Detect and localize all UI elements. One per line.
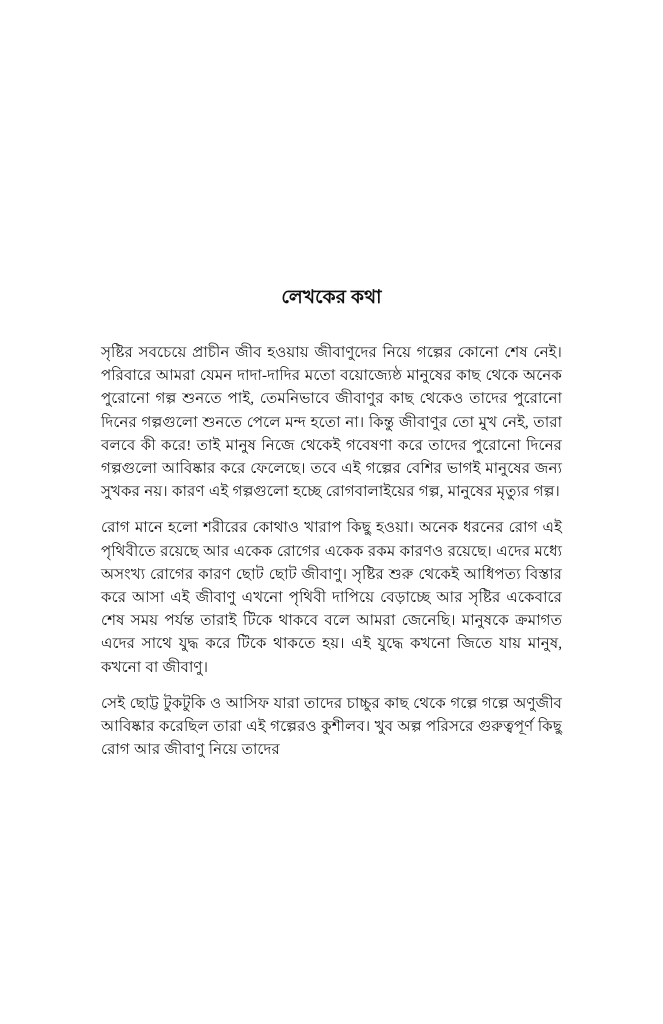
body-paragraph-3: সেই ছোট্ট টুকটুকি ও আসিফ যারা তাদের চাচ্চুর কাছ থেকে গল্পে গল্পে অণুজীব আবিষ্কার করেছিল তারা এই গল্পেরও কুশীলব। খুব অল্প পরিসরে গুরুত্বপূর্ণ কিছু রোগ আর জীবাণু নিয়ে তাদের — [101, 694, 562, 759]
page-content-block — [101, 286, 562, 761]
body-paragraph-2: রোগ মানে হলো শরীরের কোথাও খারাপ কিছু হওয়া। অনেক ধরনের রোগ এই পৃথিবীতে রয়েছে আর একেক রোগের একেক রকম কারণও রয়েছে। এদের মধ্যে অসংখ্য রোগের কারণ ছোট ছোট জীবাণু। সৃষ্টির শুরু থেকেই আধিপত্য বিস্তার করে আসা এই জীবাণু এখনো পৃথিবী দাপিয়ে বেড়াচ্ছে আর সৃষ্টির একেবারে শেষ সময় পর্যন্ত তারাই টিকে থাকবে বলে আমরা জেনেছি। মানুষকে ক্রমাগত এদের সাথে যুদ্ধ করে টিকে থাকতে হয়। এই যুদ্ধে কখনো জিতে যায় মানুষ, কখনো বা জীবাণু। — [101, 519, 562, 676]
body-paragraph-1: সৃষ্টির সবচেয়ে প্রাচীন জীব হওয়ায় জীবাণুদের নিয়ে গল্পের কোনো শেষ নেই। পরিবারে আমরা যেমন দাদা-দাদির মতো বয়োজ্যেষ্ঠ মানুষের কাছ থেকে অনেক পুরোনো গল্প শুনতে পাই, তেমনিভাবে জীবাণুর কাছ থেকেও তাদের পুরোনো দিনের গল্পগুলো শুনতে পেলে মন্দ হতো না। কিন্তু জীবাণুর তো মুখ নেই, তারা বলবে কী করে! তাই মানুষ নিজে থেকেই গবেষণা করে তাদের পুরোনো দিনের গল্পগুলো আবিষ্কার করে ফেলেছে। তবে এই গল্পের বেশির ভাগই মানুষের জন্য সুখকর নয়। কারণ এই গল্পগুলো হচ্ছে রোগবালাইয়ের গল্প, মানুষের মৃত্যুর গল্প। — [101, 343, 562, 501]
page-title: লেখকের কথা — [281, 288, 382, 308]
